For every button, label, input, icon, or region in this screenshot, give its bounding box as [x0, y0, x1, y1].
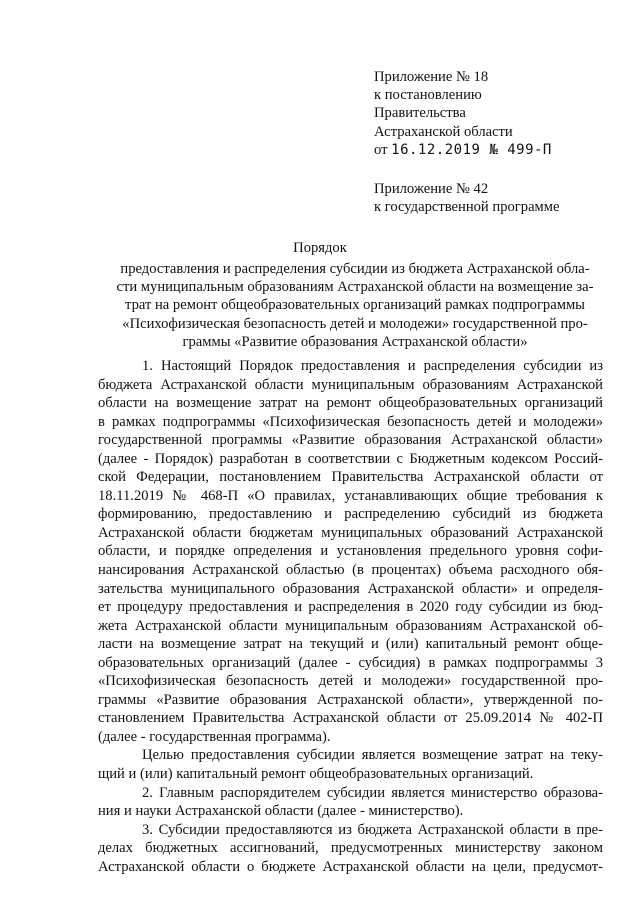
paragraph	[98, 784, 603, 821]
appendix-18-block	[374, 68, 624, 159]
paragraph-line: Астраханской области бюджетам муниципальных образований Астраханской	[98, 524, 603, 541]
paragraph-line: 1. Настоящий Порядок предоставления и распределения субсидии из	[142, 358, 603, 374]
date-number-stamp: 16.12.2019 № 499-П	[391, 141, 552, 158]
paragraph-line: образовательных организаций (далее - субсидия) в рамках подпрограммы 3	[98, 654, 603, 671]
paragraph-line: Астраханской области о бюджете Астраханской области на цели, предусмот-	[98, 858, 603, 875]
appendix-42-block	[374, 180, 624, 216]
paragraph-line: области на возмещение затрат на ремонт общеобразовательных организаций	[98, 395, 603, 412]
heading-line: трат на ремонт общеобразовательных организаций рамках подпрограммы	[125, 297, 585, 314]
paragraph-line: щий и (или) капитальный ремонт общеобразовательных организаций.	[98, 766, 534, 783]
paragraph-line: становлением Правительства Астраханской области от 25.09.2014 № 402-П	[98, 710, 603, 727]
paragraph-line: нансирования Астраханской областью (в процентах) объема расходного обя-	[98, 562, 603, 579]
heading-line: «Психофизическая безопасность детей и молодежи» государственной про-	[122, 315, 588, 332]
paragraph-line: (далее - Порядок) разработан в соответствии с Бюджетным кодексом Россий-	[98, 450, 603, 467]
paragraph-line: «Психофизическая безопасность детей и молодежи» государственной про-	[98, 673, 603, 690]
paragraph	[98, 746, 603, 783]
appendix-42-line: Приложение № 42	[374, 181, 489, 197]
appendix-18-line: Правительства	[374, 105, 466, 122]
paragraph-line: 18.11.2019 № 468-П «О правилах, устанавливающих общие требования к	[98, 487, 603, 504]
paragraph	[98, 821, 603, 877]
heading-line: сти муниципальным образованиям Астраханской области на возмещение за-	[116, 279, 594, 296]
date-prefix: от	[374, 141, 388, 158]
appendix-18-line: Приложение № 18	[374, 69, 489, 85]
paragraph-line: зательства муниципального образования Астраханской области» и определя-	[98, 580, 603, 597]
appendix-18-line: к постановлению	[374, 87, 482, 104]
paragraph-line: (далее - государственная программа).	[98, 728, 331, 745]
paragraph-line: делах бюджетных ассигнований, предусмотренных министерству законом	[98, 840, 603, 857]
paragraph-line: Целью предоставления субсидии является возмещение затрат на теку-	[142, 747, 603, 764]
paragraph-line: граммы «Развитие образования Астраханской области», утвержденной по-	[98, 691, 603, 708]
paragraph-line: ет процедуру предоставления и распределения в 2020 году субсидии из бюд-	[98, 599, 603, 616]
paragraph-line: 2. Главным распорядителем субсидии является министерство образова-	[142, 784, 603, 801]
appendix-18-date-line	[374, 141, 624, 159]
paragraph-line: ния и науки Астраханской области (далее - министерство).	[98, 803, 464, 820]
heading-line: граммы «Развитие образования Астраханской области»	[182, 333, 528, 350]
document-heading	[96, 260, 614, 351]
paragraph-line: в рамках подпрограммы «Психофизическая безопасность детей и молодежи»	[98, 413, 603, 430]
paragraph-line: бюджета Астраханской области муниципальным образованиям Астраханской	[98, 376, 603, 393]
document-title: Порядок	[293, 240, 347, 256]
paragraph-line: жета Астраханской области муниципальным образованиям Астраханской об-	[98, 617, 603, 634]
appendix-42-line: к государственной программе	[374, 199, 560, 216]
paragraph-line: ской Федерации, постановлением Правительства Астраханской области от	[98, 469, 603, 486]
paragraph-line: области, и порядке определения и установления предельного уровня софи-	[98, 543, 603, 560]
paragraph-line: ласти на возмещение затрат на текущий и (или) капитальный ремонт обще-	[98, 636, 603, 653]
paragraph	[98, 357, 603, 746]
heading-line: предоставления и распределения субсидии из бюджета Астраханской обла-	[120, 261, 590, 277]
appendix-18-line: Астраханской области	[374, 123, 513, 140]
paragraph-line: 3. Субсидии предоставляются из бюджета Астраханской области в пре-	[142, 821, 603, 838]
document-body	[98, 357, 603, 876]
paragraph-line: государственной программы «Развитие образования Астраханской области»	[98, 432, 603, 449]
paragraph-line: формированию, предоставлению и распределению субсидий из бюджета	[98, 506, 603, 523]
